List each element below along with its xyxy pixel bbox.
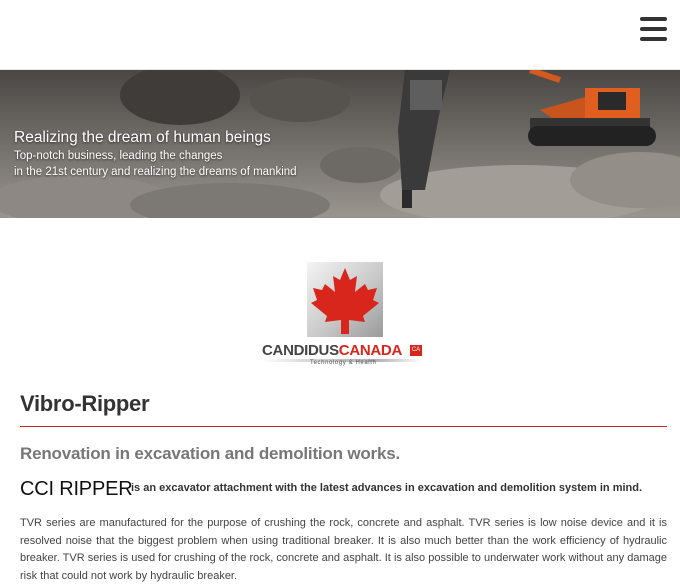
top-navigation-bar <box>0 0 680 70</box>
logo-badge: CA <box>410 345 422 356</box>
hero-subtitle-line2: in the 21st century and realizing the dreams of mankind <box>14 166 297 178</box>
maple-leaf-icon <box>307 262 383 337</box>
logo-emblem <box>307 262 383 337</box>
hamburger-menu-icon[interactable] <box>640 17 667 41</box>
hero-text <box>14 128 297 180</box>
hero-title: Realizing the dream of human beings <box>14 129 271 146</box>
menu-bar-line <box>640 27 667 31</box>
product-name: CCI RIPPER <box>20 478 133 500</box>
menu-bar-line <box>640 37 667 41</box>
product-description: TVR series are manufactured for the purpose of crushing the rock, concrete and asphalt. TVR series is low noise device and it is resolved noise that the biggest problem when using traditional breaker. It is also much better than the work efficiency of hydraulic breaker. TVR series is used for crushing of the rock, concrete and asphalt. It is also possible to underwater work without any damage risk that could not work by hydraulic breaker. <box>20 517 667 582</box>
logo-name-part2: CANADA <box>338 342 402 359</box>
candidus-canada-logo <box>262 262 422 370</box>
logo-name-part1: CANDIDUS <box>262 342 339 359</box>
menu-bar-line <box>640 17 667 21</box>
product-tagline: is an excavator attachment with the latest advances in excavation and demolition system in mind. <box>131 482 643 494</box>
logo-tagline: Technology & Health <box>310 360 377 366</box>
hero-banner <box>0 70 680 218</box>
section-title: Vibro-Ripper <box>20 391 150 416</box>
hero-subtitle-line1: Top-notch business, leading the changes <box>14 150 223 162</box>
logo-wordmark <box>262 342 422 358</box>
section-subtitle: Renovation in excavation and demolition works. <box>20 444 400 463</box>
title-divider <box>20 426 667 427</box>
